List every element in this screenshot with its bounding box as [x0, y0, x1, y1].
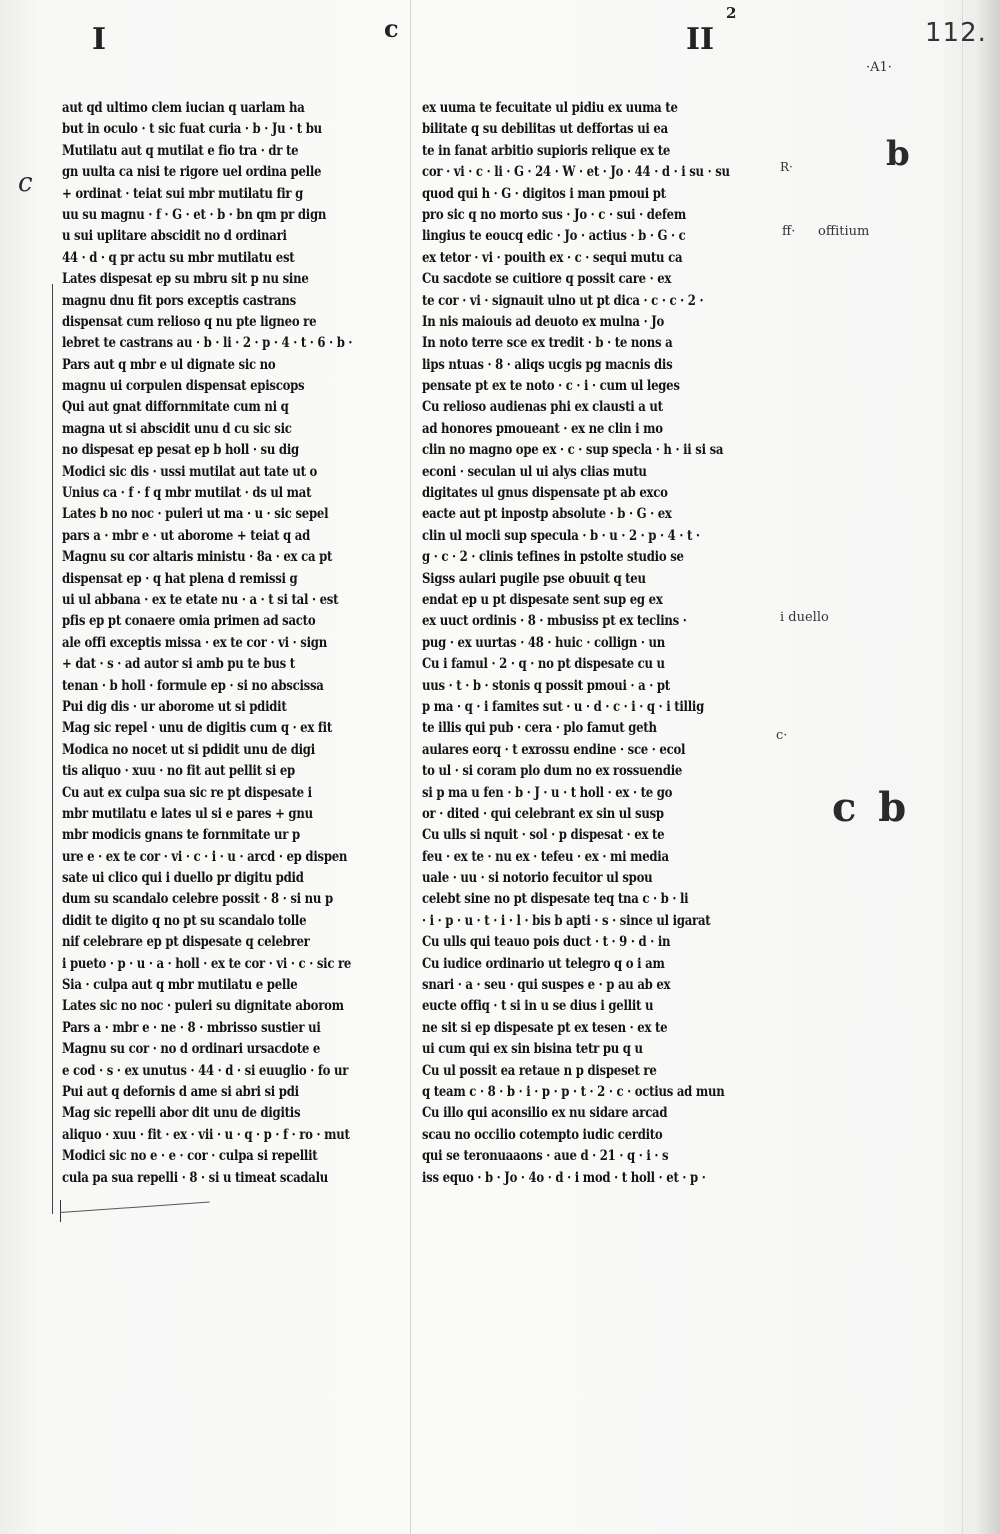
- left-line: Lates dispesat ep su mbru sit p nu sine: [62, 271, 309, 288]
- right-line: bilitate q su debilitas ut deffortas ui ea: [422, 121, 668, 138]
- margin-note-r: R·: [780, 160, 793, 174]
- left-line: ure e · ex te cor · vi · c · i · u · arcd · ep dispen: [62, 848, 348, 865]
- left-line: magna ut si abscidit unu d cu sic sic: [62, 420, 292, 437]
- left-line: Lates b no noc · puleri ut ma · u · sic sepel: [62, 506, 329, 523]
- left-line: ui ul abbana · ex te etate nu · a · t si tal · est: [62, 591, 339, 608]
- right-line: p ma · q · i famites sut · u · d · c · i · q · i tillig: [422, 698, 705, 715]
- right-line: quod qui h · G · digitos i man pmoui pt: [422, 185, 666, 202]
- left-line: but in oculo · t sic fuat curia · b · Ju · t bu: [62, 121, 322, 138]
- right-line: te illis qui pub · cera · plo famut geth: [422, 720, 657, 737]
- right-line: scau no occilio cotempto iudic cerdito: [422, 1126, 663, 1143]
- right-line: In nis maiouis ad deuoto ex mulna · Jo: [422, 313, 665, 330]
- left-line: dispensat cum relioso q nu pte ligneo re: [62, 313, 317, 330]
- left-line: tis aliquo · xuu · no fit aut pellit si ep: [62, 763, 295, 780]
- right-line: eucte offiq · t si in u se dius i gellit u: [422, 998, 654, 1015]
- left-line: Pui dig dis · ur aborome ut si pdidit: [62, 698, 287, 715]
- left-line: uu su magnu · f · G · et · b · bn qm pr dign: [62, 206, 327, 223]
- margin-note-c: c·: [776, 728, 788, 743]
- left-line: gn uulta ca nisi te rigore uel ordina pelle: [62, 164, 322, 181]
- right-line: si p ma u fen · b · J · u · t holl · ex · te go: [422, 784, 673, 801]
- right-line: Cu i famul · 2 · q · no pt dispesate cu u: [422, 656, 665, 673]
- margin-big-letters-cb: c b: [832, 784, 911, 831]
- left-line: magnu ui corpulen dispensat episcops: [62, 378, 305, 395]
- left-line: Mag sic repel · unu de digitis cum q · ex fit: [62, 720, 332, 737]
- margin-note-officium: offitium: [818, 224, 870, 239]
- left-line: + dat · s · ad autor si amb pu te bus t: [62, 656, 295, 673]
- right-line: econi · seculan ul ui alys clias mutu: [422, 463, 647, 480]
- right-line: ne sit si ep dispesate pt ex tesen · ex te: [422, 1019, 668, 1036]
- right-line: ex uuct ordinis · 8 · mbusiss pt ex teclins ·: [422, 613, 687, 630]
- left-line: Mag sic repelli abor dit unu de digitis: [62, 1105, 301, 1122]
- column-gutter-line: [410, 0, 411, 1534]
- header-center-mark: c: [384, 14, 399, 43]
- header-left-mark: I: [92, 22, 107, 57]
- right-line: Cu illo qui aconsilio ex nu sidare arcad: [422, 1105, 668, 1122]
- right-line: or · dited · qui celebrant ex sin ul susp: [422, 805, 664, 822]
- right-line: te cor · vi · signauit ulno ut pt dica · c · c · 2 ·: [422, 292, 704, 309]
- margin-big-letter-b: b: [886, 134, 910, 174]
- right-line: cor · vi · c · li · G · 24 · W · et · Jo · 44 · d · i su · su: [422, 164, 730, 181]
- left-line: no dispesat ep pesat ep b holl · su dig: [62, 442, 299, 459]
- right-line: uale · uu · si notorio fecuitor ul spou: [422, 870, 653, 887]
- left-line: Modici sic no e · e · cor · culpa si repellit: [62, 1148, 318, 1165]
- page-edge-shadow: [974, 0, 1000, 1534]
- left-column-end-stroke: [60, 1202, 210, 1213]
- right-line: lips ntuas · 8 · aliqs ucgis pg macnis dis: [422, 356, 673, 373]
- left-line: Pui aut q defornis d ame si abri si pdi: [62, 1083, 299, 1100]
- left-line: Magnu su cor · no d ordinari ursacdote e: [62, 1041, 321, 1058]
- header-right-superscript: 2: [726, 4, 737, 22]
- right-line: clin ul mocli sup specula · b · u · 2 · p · 4 · t ·: [422, 527, 700, 544]
- right-line: Cu sacdote se cuitiore q possit care · ex: [422, 271, 672, 288]
- right-text-column: [422, 98, 767, 1189]
- header-right-mark: II: [686, 22, 715, 57]
- right-line: digitates ul gnus dispensate pt ab exco: [422, 485, 668, 502]
- right-line: snari · a · seu · qui suspes e · p au ab ex: [422, 977, 671, 994]
- margin-note-ff: ff·: [782, 224, 796, 239]
- right-line: ui cum qui ex sin bisina tetr pu q u: [422, 1041, 643, 1058]
- right-line: Cu ul possit ea retaue n p dispeset re: [422, 1062, 657, 1079]
- left-line: tenan · b holl · formule ep · si no abscissa: [62, 677, 324, 694]
- right-line: iss equo · b · Jo · 4o · d · i mod · t holl · et · p ·: [422, 1169, 706, 1186]
- margin-note-top-right: ·A1·: [866, 60, 892, 75]
- left-line: Pars a · mbr e · ne · 8 · mbrisso sustier ui: [62, 1019, 321, 1036]
- right-line: lingius te eoucq edic · Jo · actius · b · G · c: [422, 228, 686, 245]
- left-line: lebret te castrans au · b · li · 2 · p · 4 · t · 6 · b ·: [62, 335, 353, 352]
- right-line: q team c · 8 · b · i · p · p · t · 2 · c · octius ad mun: [422, 1083, 725, 1100]
- right-line: Cu iudice ordinario ut telegro q o i am: [422, 955, 665, 972]
- left-column-bracket-rule: [52, 284, 53, 1214]
- left-line: aut qd ultimo clem iucian q uarlam ha: [62, 100, 305, 116]
- left-line: mbr modicis gnans te fornmitate ur p: [62, 827, 300, 844]
- right-line: ad honores pmoueant · ex ne clin i mo: [422, 420, 663, 437]
- right-line: qui se teronuaaons · aue d · 21 · q · i · s: [422, 1148, 669, 1165]
- left-line: u sui uplitare abscidit no d ordinari: [62, 228, 287, 245]
- right-line: Cu ulls qui teauo pois duct · t · 9 · d · in: [422, 934, 671, 951]
- left-line: Qui aut gnat diffornmitate cum ni q: [62, 399, 289, 416]
- right-line: Cu relioso audienas phi ex clausti a ut: [422, 399, 663, 416]
- left-line: magnu dnu fit pors exceptis castrans: [62, 292, 297, 309]
- right-line: ex uuma te fecuitate ul pidiu ex uuma te: [422, 100, 678, 116]
- left-line: aliquo · xuu · fit · ex · vii · u · q · p · f · ro · mut: [62, 1126, 350, 1143]
- right-line: clin no magno ope ex · c · sup specla · h · ii si sa: [422, 442, 724, 459]
- left-line: cula pa sua repelli · 8 · si u timeat scadalu: [62, 1169, 329, 1186]
- left-line: Mutilatu aut q mutilat e fio tra · dr te: [62, 142, 299, 159]
- left-line: 44 · d · q pr actu su mbr mutilatu est: [62, 249, 295, 266]
- left-line: didit te digito q no pt su scandalo tolle: [62, 912, 307, 929]
- page-edge-line: [962, 0, 963, 1534]
- right-line: Cu ulls si nquit · sol · p dispesat · ex te: [422, 827, 665, 844]
- left-line: pars a · mbr e · ut aborome + teiat q ad: [62, 527, 310, 544]
- right-line: te in fanat arbitio supioris relique ex te: [422, 142, 671, 159]
- left-line: sate ui clico qui i duello pr digitu pdid: [62, 870, 304, 887]
- right-line: pug · ex uurtas · 48 · huic · collign · un: [422, 634, 666, 651]
- left-line: Modica no nocet ut si pdidit unu de digi: [62, 741, 315, 758]
- right-line: pensate pt ex te noto · c · i · cum ul leges: [422, 378, 680, 395]
- folio-number: 112.: [925, 18, 987, 48]
- right-line: feu · ex te · nu ex · tefeu · ex · mi media: [422, 848, 669, 865]
- left-line: e cod · s · ex unutus · 44 · d · si euuglio · fo ur: [62, 1062, 349, 1079]
- left-line: Magnu su cor altaris ministu · 8a · ex ca pt: [62, 549, 333, 566]
- left-line: Cu aut ex culpa sua sic re pt dispesate i: [62, 784, 312, 801]
- right-line: g · c · 2 · clinis tefines in pstolte studio se: [422, 549, 684, 566]
- left-line: mbr mutilatu e lates ul si e pares + gnu: [62, 805, 313, 822]
- left-text-column: [62, 98, 397, 1189]
- left-line: ale offi exceptis missa · ex te cor · vi · sign: [62, 634, 327, 651]
- right-line: ex tetor · vi · pouith ex · c · sequi mutu ca: [422, 249, 683, 266]
- right-line: uus · t · b · stonis q possit pmoui · a · pt: [422, 677, 670, 694]
- right-line: aulares eorq · t exrossu endine · sce · ecol: [422, 741, 686, 758]
- right-line: celebt sine no pt dispesate teq tna c · b · li: [422, 891, 689, 908]
- left-line: Unius ca · f · f q mbr mutilat · ds ul mat: [62, 485, 312, 502]
- left-line: dum su scandalo celebre possit · 8 · si nu p: [62, 891, 333, 908]
- margin-initial-mark: c: [18, 168, 33, 198]
- left-line: pfis ep pt conaere omia primen ad sacto: [62, 613, 316, 630]
- left-line: Pars aut q mbr e ul dignate sic no: [62, 356, 276, 373]
- right-line: Sigss aulari pugile pse obuuit q teu: [422, 570, 646, 587]
- right-line: · i · p · u · t · i · l · bis b apti · s · since ul igarat: [422, 912, 711, 929]
- right-line: In noto terre sce ex tredit · b · te nons a: [422, 335, 673, 352]
- right-line: pro sic q no morto sus · Jo · c · sui · defem: [422, 206, 686, 223]
- right-line: to ul · si coram plo dum no ex rossuendie: [422, 763, 683, 780]
- right-line: endat ep u pt dispesate sent sup eg ex: [422, 591, 663, 608]
- left-line: Lates sic no noc · puleri su dignitate aborom: [62, 998, 344, 1015]
- margin-note-duello: i duello: [780, 610, 829, 625]
- left-line: i pueto · p · u · a · holl · ex te cor · vi · c · sic re: [62, 955, 352, 972]
- left-line: Sia · culpa aut q mbr mutilatu e pelle: [62, 977, 298, 994]
- left-line: + ordinat · teiat sui mbr mutilatu fir g: [62, 185, 304, 202]
- left-line: Modici sic dis · ussi mutilat aut tate ut o: [62, 463, 318, 480]
- right-line: eacte aut pt inpostp absolute · b · G · ex: [422, 506, 672, 523]
- left-line: nif celebrare ep pt dispesate q celebrer: [62, 934, 310, 951]
- left-line: dispensat ep · q hat plena d remissi g: [62, 570, 298, 587]
